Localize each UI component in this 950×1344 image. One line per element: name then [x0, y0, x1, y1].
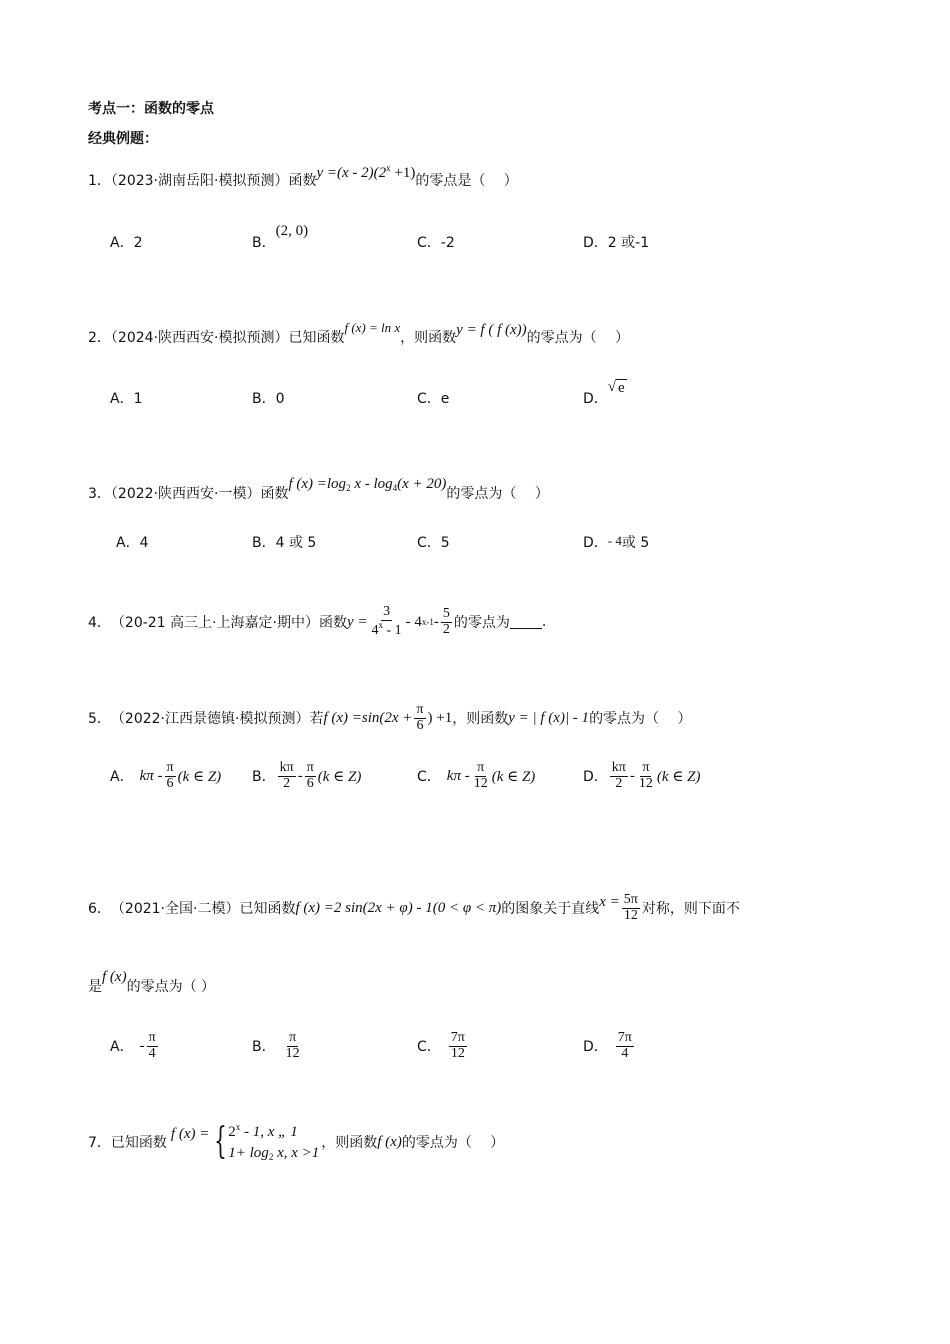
- formula: f $(x) =\log_2$ $x - \log_4(x + 20)$: [288, 476, 447, 493]
- formula: y = $\frac{3}{4^x - 1}$ - 4 x-1 - $\frac{5}{2}$: [346, 604, 450, 638]
- option-a[interactable]: A．2: [110, 235, 143, 251]
- answer-blank[interactable]: [510, 616, 542, 629]
- formula: y = | f (x)| - 1: [508, 709, 590, 726]
- question-source: （2023·湖南岳阳·模拟预测）函数: [110, 173, 317, 189]
- question-2: 2．（2024·陕西西安·模拟预测）已知函数f (x) = ln x，则函数y = f ( f (x))的零点为（ ）: [88, 320, 630, 346]
- question-number: 1．: [88, 173, 111, 189]
- question-6-line-2: 是f (x)的零点为（ ）: [88, 969, 216, 995]
- brace-symbol: {: [214, 1121, 228, 1162]
- question-source: 已知函数: [110, 1135, 167, 1151]
- question-number: 2．: [88, 330, 111, 346]
- question-number: 7．: [88, 1135, 111, 1151]
- question-5: 5． （2022·江西景德镇·模拟预测）若 f (x) =sin(2x + $\frac{\pi}{6}$ ) +1 ，则函数 y = | f (x)| - 1 的零点为（ ）: [88, 701, 692, 733]
- question-tail: 的零点为（ ）: [589, 711, 692, 727]
- piecewise-formula: f (x) = { 2$^x$ - 1, x „ 1 $1+ \log_2 x$, x >1: [170, 1121, 320, 1162]
- formula: f (x) =2 sin(2x + φ) - 1(0 < φ < π): [295, 899, 502, 916]
- formula: f (x) =sin(2x + $\frac{\pi}{6}$ ) +1: [323, 701, 453, 733]
- option-a[interactable]: A．4: [116, 535, 149, 551]
- question-7: 7． 已知函数 f (x) = { 2$^x$ - 1, x „ 1 $1+ \log_2 x$, x >1 ，则函数 f (x) 的零点为（ ）: [88, 1121, 505, 1162]
- option-a[interactable]: A． kπ - $\frac{\pi}{6}$ (k ∈ Z): [110, 759, 222, 791]
- question-source: （2024·陕西西安·模拟预测）已知函数: [110, 330, 345, 346]
- question-number: 5．: [88, 711, 111, 727]
- question-source: （20-21 高三上·上海嘉定·期中）函数: [110, 615, 347, 631]
- option-b[interactable]: B．0: [252, 391, 285, 407]
- question-tail: 的零点是（ ）: [415, 173, 518, 189]
- option-c[interactable]: C．e: [417, 391, 450, 407]
- question-number: 4．: [88, 615, 111, 631]
- question-number: 6．: [88, 901, 111, 917]
- option-c[interactable]: C． $\frac{7\pi}{12}$: [417, 1029, 465, 1061]
- option-b[interactable]: B． $\frac{\pi}{12}$: [252, 1029, 300, 1061]
- question-source: （2021·全国·二模）已知函数: [110, 901, 296, 917]
- question-tail: 对称，则下面不: [641, 901, 740, 917]
- option-c[interactable]: C． kπ - $\frac{\pi}{12}$ (k ∈ Z): [417, 759, 536, 791]
- question-4: 4． （20-21 高三上·上海嘉定·期中）函数 y = $\frac{3}{4^x - 1}$ - 4 x-1 - $\frac{5}{2}$ 的零点为 .: [88, 604, 547, 638]
- question-source: （2022·陕西西安·一模）函数: [110, 486, 289, 502]
- sqrt-symbol: √ e: [607, 379, 625, 396]
- question-source: （2022·江西景德镇·模拟预测）若: [110, 711, 324, 727]
- question-tail: 的零点为（ ）: [401, 1135, 505, 1151]
- option-a[interactable]: A．1: [110, 391, 143, 407]
- option-c[interactable]: C．5: [417, 535, 450, 551]
- subtitle: 经典例题：: [88, 131, 158, 147]
- formula: f (x): [377, 1133, 402, 1150]
- formula: y = f ( f (x)): [456, 322, 527, 338]
- option-d[interactable]: D． $\frac{7\pi}{4}$: [583, 1029, 632, 1061]
- question-1: [88, 163, 518, 190]
- formula: x = $\frac{5\pi}{12}$: [599, 891, 638, 923]
- option-b[interactable]: B．4 或 5: [252, 535, 317, 551]
- question-3: [88, 476, 549, 503]
- question-tail: 的零点为（ ）: [446, 486, 549, 502]
- formula: f (x): [102, 969, 127, 985]
- option-d[interactable]: D． $\frac{k\pi}{2}$ - $\frac{\pi}{12}$ (k ∈ Z): [583, 759, 701, 791]
- option-c[interactable]: C．-2: [417, 235, 455, 251]
- option-b[interactable]: B．(2, 0): [252, 223, 309, 251]
- formula: $y =(x - 2)(2^x +1)$: [316, 163, 416, 181]
- question-number: 3．: [88, 486, 111, 502]
- question-tail: 的零点为（ ）: [526, 330, 630, 346]
- question-6: 6． （2021·全国·二模）已知函数 f (x) =2 sin(2x + φ) - 1(0 < φ < π) 的图象关于直线 x = $\frac{5\pi}{12}$ 对称，则下面不: [88, 891, 740, 923]
- section-title: 考点一：函数的零点: [88, 101, 214, 117]
- option-d[interactable]: D．2 或-1: [583, 235, 650, 251]
- question-tail: 的零点为: [453, 615, 510, 631]
- formula: f (x) = ln x: [344, 320, 401, 335]
- option-d[interactable]: D．√ e: [583, 379, 625, 407]
- option-b[interactable]: B． $\frac{k\pi}{2}$ - $\frac{\pi}{6}$ (k ∈ Z): [252, 759, 362, 791]
- option-a[interactable]: A． - $\frac{\pi}{4}$: [110, 1029, 156, 1061]
- option-d[interactable]: D．- 4或 5: [583, 533, 650, 551]
